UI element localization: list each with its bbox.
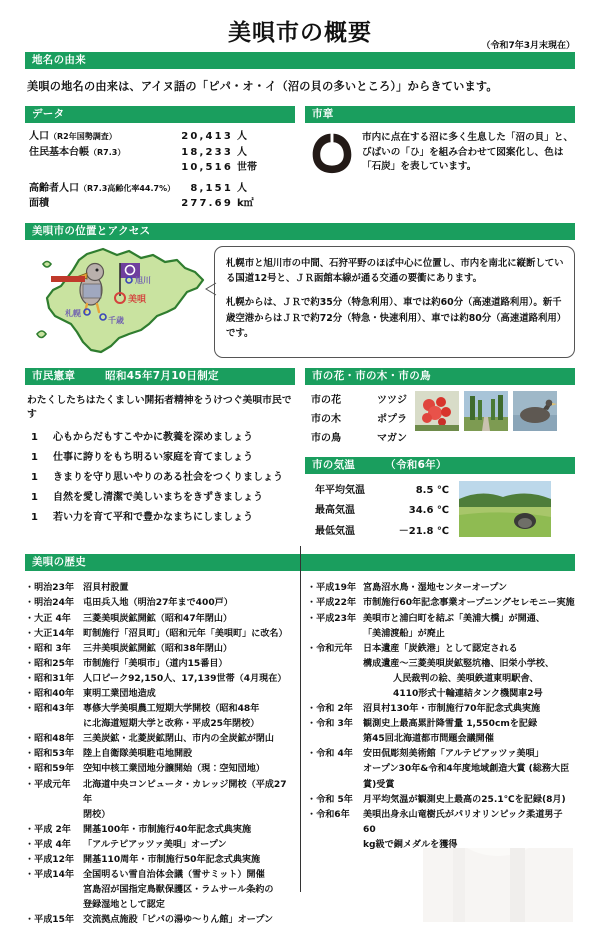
history-era: ・ 平成元年 <box>25 778 83 808</box>
history-line <box>307 657 575 672</box>
history-line <box>25 778 293 808</box>
svg-text:札幌: 札幌 <box>65 308 81 318</box>
history-era: ・ 平成 2年 <box>25 823 83 838</box>
history-era: ・ 昭和53年 <box>25 747 83 762</box>
history-text: 町制施行「沼貝町」（昭和元年「美唄町」に改名） <box>83 628 288 639</box>
history-text: 沼貝村設置 <box>83 583 129 594</box>
data-row <box>29 129 295 145</box>
charter-item-number: 1 <box>31 492 38 503</box>
section-header-symbols: 市の花・市の木・市の鳥 <box>305 368 575 385</box>
history-entry <box>307 702 575 717</box>
symbol-row <box>311 391 407 410</box>
history-entry <box>25 627 293 642</box>
origin-text: 美唄の地名の由来は、アイヌ語の「ピパ・オ・イ（沼の貝の多いところ）」からきています。 <box>27 80 498 94</box>
as-of-date: （令和7年3月末現在） <box>481 41 575 51</box>
history-text: 開基100年・市制施行40年記念式典実施 <box>83 824 252 835</box>
access-callout <box>214 246 575 358</box>
history-line <box>25 642 293 657</box>
charter-section <box>25 368 295 542</box>
history-text: 沼貝村130年・市制施行70年記念式典実施 <box>363 704 541 715</box>
history-text: 陸上自衛隊美唄駐屯地開設 <box>83 749 193 760</box>
history-line <box>25 657 293 672</box>
data-row-unit: 人 <box>237 182 247 194</box>
data-row-label: 住民基本台帳（R7.3） <box>29 146 126 158</box>
history-text: 北海道中央コンピュータ・カレッジ開校（平成27年 <box>83 779 287 805</box>
history-text: kg級で銅メダルを獲得 <box>363 839 458 850</box>
symbol-key: 市の花 <box>311 395 341 406</box>
callout-tail-icon <box>206 283 216 295</box>
data-emblem-columns <box>25 106 575 212</box>
symbol-value: ポプラ <box>377 414 407 426</box>
history-entry <box>25 657 293 672</box>
history-era: ・ 昭和59年 <box>25 762 83 777</box>
history-era: ・ 大正14年 <box>25 627 83 642</box>
history-line <box>25 883 293 898</box>
goose-photo <box>513 391 557 431</box>
history-line <box>25 868 293 883</box>
charter-item-number: 1 <box>31 432 38 443</box>
symbol-value: ツツジ <box>377 395 407 406</box>
charter-item <box>31 468 295 488</box>
history-left-column <box>25 581 293 928</box>
history-entry <box>25 687 293 702</box>
location-content <box>25 240 575 358</box>
history-entry <box>25 868 293 913</box>
history-entry <box>25 853 293 868</box>
history-line <box>307 596 575 611</box>
emblem-description: 市内に点在する沼に多く生息した「沼の貝」と、びばいの「ひ」を組み合わせて図案化し、色は「石炭」を表しています。 <box>362 132 574 173</box>
history-text: 専修大学美唄農工短期大学開校（昭和48年 <box>83 704 260 715</box>
symbol-key: 市の木 <box>311 414 341 426</box>
history-text: 屯田兵入地（明治27年まで400戸） <box>83 598 233 609</box>
history-text: 開基110周年・市制施行50年記念式典実施 <box>83 855 261 865</box>
data-section <box>25 106 295 212</box>
history-era: ・ 昭和43年 <box>25 702 83 717</box>
data-row <box>29 145 295 161</box>
data-row-unit: k㎡ <box>237 198 254 210</box>
history-entry <box>25 732 293 747</box>
symbol-row <box>311 410 407 429</box>
history-era: ・ 平成19年 <box>307 581 363 596</box>
symbol-row <box>311 429 407 448</box>
history-era: ・ 大正 4年 <box>25 612 83 627</box>
section-header-history: 美唄の歴史 <box>25 554 575 571</box>
history-text: 「アルテピアッツァ美唄」オープン <box>83 839 227 850</box>
symbols-list <box>311 391 407 449</box>
history-line <box>307 612 575 627</box>
charter-item-number: 1 <box>31 472 38 483</box>
symbol-value: マガン <box>377 433 407 445</box>
history-line <box>307 702 575 717</box>
history-line <box>25 808 293 823</box>
data-row-value: 20,413 <box>181 131 233 143</box>
history-text: 4110形式十輪連結タンク機関車2号 <box>393 688 543 699</box>
data-row <box>29 160 295 176</box>
history-text: 日本遺産「炭鉄港」として認定される <box>363 643 518 654</box>
history-text: 人口ピーク92,150人、17,139世帯（4月現在） <box>83 673 287 684</box>
history-line <box>25 913 293 928</box>
history-era: ・ 平成15年 <box>25 913 83 928</box>
poplar-road-photo <box>464 391 508 431</box>
history-era: ・ 昭和48年 <box>25 732 83 747</box>
charter-item-text: きまりを守り思いやりのある社会をつくりましょう <box>53 472 283 483</box>
history-era: ・ 明治24年 <box>25 596 83 611</box>
history-text: 交流拠点施設「ピパの湯ゆ～りん館」オープン <box>83 915 274 926</box>
data-row-value: 18,233 <box>181 146 233 158</box>
history-entry <box>25 672 293 687</box>
history-line <box>307 642 575 657</box>
history-line <box>307 581 575 596</box>
history-entry <box>25 642 293 657</box>
history-line <box>307 672 575 687</box>
access-paragraph: 札幌市と旭川市の中間、石狩平野のほぼ中心に位置し、市内を南北に縦断している国道12号と、ＪＲ函館本線が通る交通の要衝にあります。 <box>226 257 564 285</box>
charter-item <box>31 428 295 448</box>
history-text: 三井美唄炭鉱開鉱（昭和38年閉山） <box>83 643 233 654</box>
history-line <box>25 898 293 913</box>
climate-list <box>315 481 449 543</box>
history-text: 観測史上最高累計降雪量 1,550cmを記録 <box>363 719 538 730</box>
section-header-emblem: 市章 <box>305 106 575 123</box>
svg-text:旭川: 旭川 <box>135 275 151 285</box>
history-line <box>25 627 293 642</box>
section-header-location: 美唄市の位置とアクセス <box>25 223 575 240</box>
history-right-column <box>293 581 575 928</box>
history-entry <box>307 747 575 792</box>
climate-key: 年平均気温 <box>315 484 365 496</box>
history-line <box>25 581 293 596</box>
history-line <box>307 747 575 762</box>
charter-item-number: 1 <box>31 452 38 463</box>
charter-lead: わたくしたちはたくましい開拓者精神をうけつぐ美唄市民です <box>27 395 292 420</box>
history-era: ・ 平成12年 <box>25 853 83 868</box>
access-paragraph: 札幌からは、ＪＲで約35分（特急利用）、車では約60分（高速道路利用）。新千歳空港からはＪＲで約72分（特急・快速利用）、車では約80分（高速道路利用）です。 <box>226 297 562 339</box>
data-row-unit: 人 <box>237 146 247 158</box>
history-line <box>307 717 575 732</box>
symbol-key: 市の鳥 <box>311 433 341 445</box>
history-entry <box>307 581 575 596</box>
climate-block <box>305 474 575 543</box>
data-row-label: 高齢者人口（R7.3高齢化率44.7%） <box>29 182 176 194</box>
climate-row <box>315 522 449 543</box>
history-columns <box>25 581 575 928</box>
history-text: 美唄出身永山竜樹氏がパリオリンピック柔道男子60 <box>363 809 563 835</box>
location-section <box>25 223 575 358</box>
history-line <box>307 687 575 702</box>
hokkaido-map <box>25 246 210 358</box>
history-era: ・ 平成22年 <box>307 596 363 611</box>
emblem-block <box>305 123 575 175</box>
charter-item-text: 心もからだもすこやかに教養を深めましょう <box>53 432 253 443</box>
history-line <box>25 672 293 687</box>
climate-value: 34.6 ℃ <box>408 505 449 517</box>
charter-item <box>31 508 295 528</box>
charter-enacted-date: 昭和45年7月10日制定 <box>105 369 219 382</box>
history-era: ・ 令和 2年 <box>307 702 363 717</box>
history-text: 月平均気温が観測史上最高の25.1℃を記録(8月) <box>363 794 566 805</box>
climate-value: －21.8 ℃ <box>398 525 449 537</box>
history-line <box>25 732 293 747</box>
history-line <box>307 627 575 642</box>
data-row-value: 10,516 <box>181 162 233 174</box>
history-entry <box>307 642 575 702</box>
history-entry <box>25 778 293 823</box>
climate-row <box>315 501 449 522</box>
history-entry <box>307 808 575 853</box>
history-line <box>25 853 293 868</box>
azalea-photo <box>415 391 459 431</box>
data-row-label: 人口（R2年国勢調査） <box>29 131 117 143</box>
history-text: 市制施行「美唄市」（道内15番目） <box>83 658 228 669</box>
svg-text:千歳: 千歳 <box>108 315 124 325</box>
city-emblem-icon <box>311 131 353 175</box>
history-line <box>25 717 293 732</box>
charter-item-number: 1 <box>31 512 38 523</box>
history-entry <box>25 581 293 596</box>
history-text: 宮島沼が国指定鳥獣保護区・ラムサール条約の <box>83 885 274 896</box>
history-text: 構成遺産～三菱美唄炭鉱竪坑櫓、旧栄小学校、 <box>363 658 554 669</box>
history-line <box>307 808 575 838</box>
section-header-charter <box>25 368 295 385</box>
history-era: ・ 平成14年 <box>25 868 83 883</box>
history-text: 美唄市と浦臼町を結ぶ「美浦大橋」が開通、 <box>363 613 545 624</box>
climate-value: 8.5 ℃ <box>415 484 449 496</box>
history-entry <box>25 612 293 627</box>
history-text: 人民裁判の絵、美唄鉄道東明駅舎、 <box>393 673 539 684</box>
history-text: 市制施行60年記念事業オープニングセレモニー実施 <box>363 598 575 609</box>
history-era: ・ 昭和25年 <box>25 657 83 672</box>
history-era: ・ 昭和31年 <box>25 672 83 687</box>
charter-list <box>25 420 295 528</box>
history-line <box>25 838 293 853</box>
data-row-unit: 人 <box>237 131 247 143</box>
history-era: ・ 令和 3年 <box>307 717 363 732</box>
history-line <box>25 687 293 702</box>
history-era: ・ 令和 5年 <box>307 793 363 808</box>
history-entry <box>25 823 293 838</box>
symbols-climate-column <box>305 368 575 542</box>
charter-item-text: 若い力を育て平和で豊かなまちにしましょう <box>53 512 253 523</box>
history-entry <box>307 717 575 747</box>
svg-text:美唄: 美唄 <box>128 294 147 305</box>
history-entry <box>25 747 293 762</box>
section-header-data: データ <box>25 106 295 123</box>
history-entry <box>25 596 293 611</box>
history-era: ・ 昭和40年 <box>25 687 83 702</box>
history-line <box>25 596 293 611</box>
title-row <box>25 0 575 52</box>
history-section <box>25 542 575 928</box>
history-text: 閉校） <box>83 809 111 820</box>
history-text: 三美炭鉱・北菱炭鉱閉山、市内の全炭鉱が閉山 <box>83 734 274 745</box>
data-row-value: 277.69 <box>181 198 233 210</box>
history-entry <box>307 793 575 808</box>
charter-item-text: 仕事に誇りをもち明るい家庭を育てましょう <box>53 452 253 463</box>
symbols-block <box>305 385 575 449</box>
history-text: 安田侃彫刻美術館「アルテピアッツァ美唄」 <box>363 749 544 760</box>
history-era: ・ 明治23年 <box>25 581 83 596</box>
data-list <box>25 123 295 212</box>
history-line <box>25 762 293 777</box>
history-text: 「美浦渡船」が廃止 <box>363 628 445 639</box>
history-line <box>307 793 575 808</box>
charter-item <box>31 448 295 468</box>
history-entry <box>25 838 293 853</box>
page-title: 美唄市の概要 <box>228 20 372 46</box>
history-era: ・ 令和元年 <box>307 642 363 657</box>
data-row-label: 面積 <box>29 198 49 210</box>
climate-bar-label: 市の気温 <box>312 458 356 471</box>
hokkaido-map-svg <box>25 246 210 358</box>
history-line <box>307 838 575 853</box>
data-row <box>29 181 295 197</box>
section-header-climate <box>305 457 575 474</box>
history-entry <box>25 702 293 732</box>
data-row-value: 8,151 <box>190 182 233 194</box>
history-text: 全国明るい雪自治体会議（雪サミット）開催 <box>83 870 265 881</box>
history-text: 東明工業団地造成 <box>83 688 156 699</box>
history-line <box>307 732 575 747</box>
history-era: ・ 令和6年 <box>307 808 363 838</box>
history-line <box>307 762 575 777</box>
landscape-photo <box>459 481 551 537</box>
history-text: 宮島沼水鳥・湿地センターオープン <box>363 583 508 594</box>
climate-key: 最低気温 <box>315 525 355 537</box>
charter-item-text: 自然を愛し清潔で美しいまちをきずきましょう <box>53 492 263 503</box>
history-text: に北海道短期大学と改称・平成25年閉校） <box>83 719 260 730</box>
data-row <box>29 196 295 212</box>
history-text: 空知中核工業団地分譲開始（現：空知団地） <box>83 764 265 775</box>
charter-item <box>31 488 295 508</box>
history-line <box>25 612 293 627</box>
history-text: 第45回北海道都市問題会議開催 <box>363 734 494 745</box>
history-line <box>25 823 293 838</box>
history-line <box>307 778 575 793</box>
history-era: ・ 令和 4年 <box>307 747 363 762</box>
history-entry <box>25 762 293 777</box>
charter-bar-label: 市民憲章 <box>32 369 76 382</box>
history-entry <box>25 913 293 928</box>
climate-bar-year: （令和6年） <box>385 458 447 471</box>
history-entry <box>307 612 575 642</box>
climate-key: 最高気温 <box>315 505 355 517</box>
history-text: 三菱美唄炭鉱開鉱（昭和47年閉山） <box>83 613 233 624</box>
climate-row <box>315 481 449 502</box>
history-text: オープン30年&令和4年度地域創造大賞 (総務大臣 <box>363 764 570 775</box>
section-header-origin: 地名の由来 <box>25 52 575 69</box>
history-era: ・ 平成 4年 <box>25 838 83 853</box>
history-entry <box>307 596 575 611</box>
history-text: 賞)受賞 <box>363 779 395 790</box>
emblem-section <box>305 106 575 212</box>
history-text: 登録湿地として認定 <box>83 900 165 911</box>
symbols-thumbnails <box>415 391 557 431</box>
history-era: ・ 昭和 3年 <box>25 642 83 657</box>
data-row-unit: 世帯 <box>237 162 257 174</box>
history-line <box>25 747 293 762</box>
history-era: ・ 平成23年 <box>307 612 363 627</box>
history-line <box>25 702 293 717</box>
charter-symbols-columns <box>25 368 575 542</box>
